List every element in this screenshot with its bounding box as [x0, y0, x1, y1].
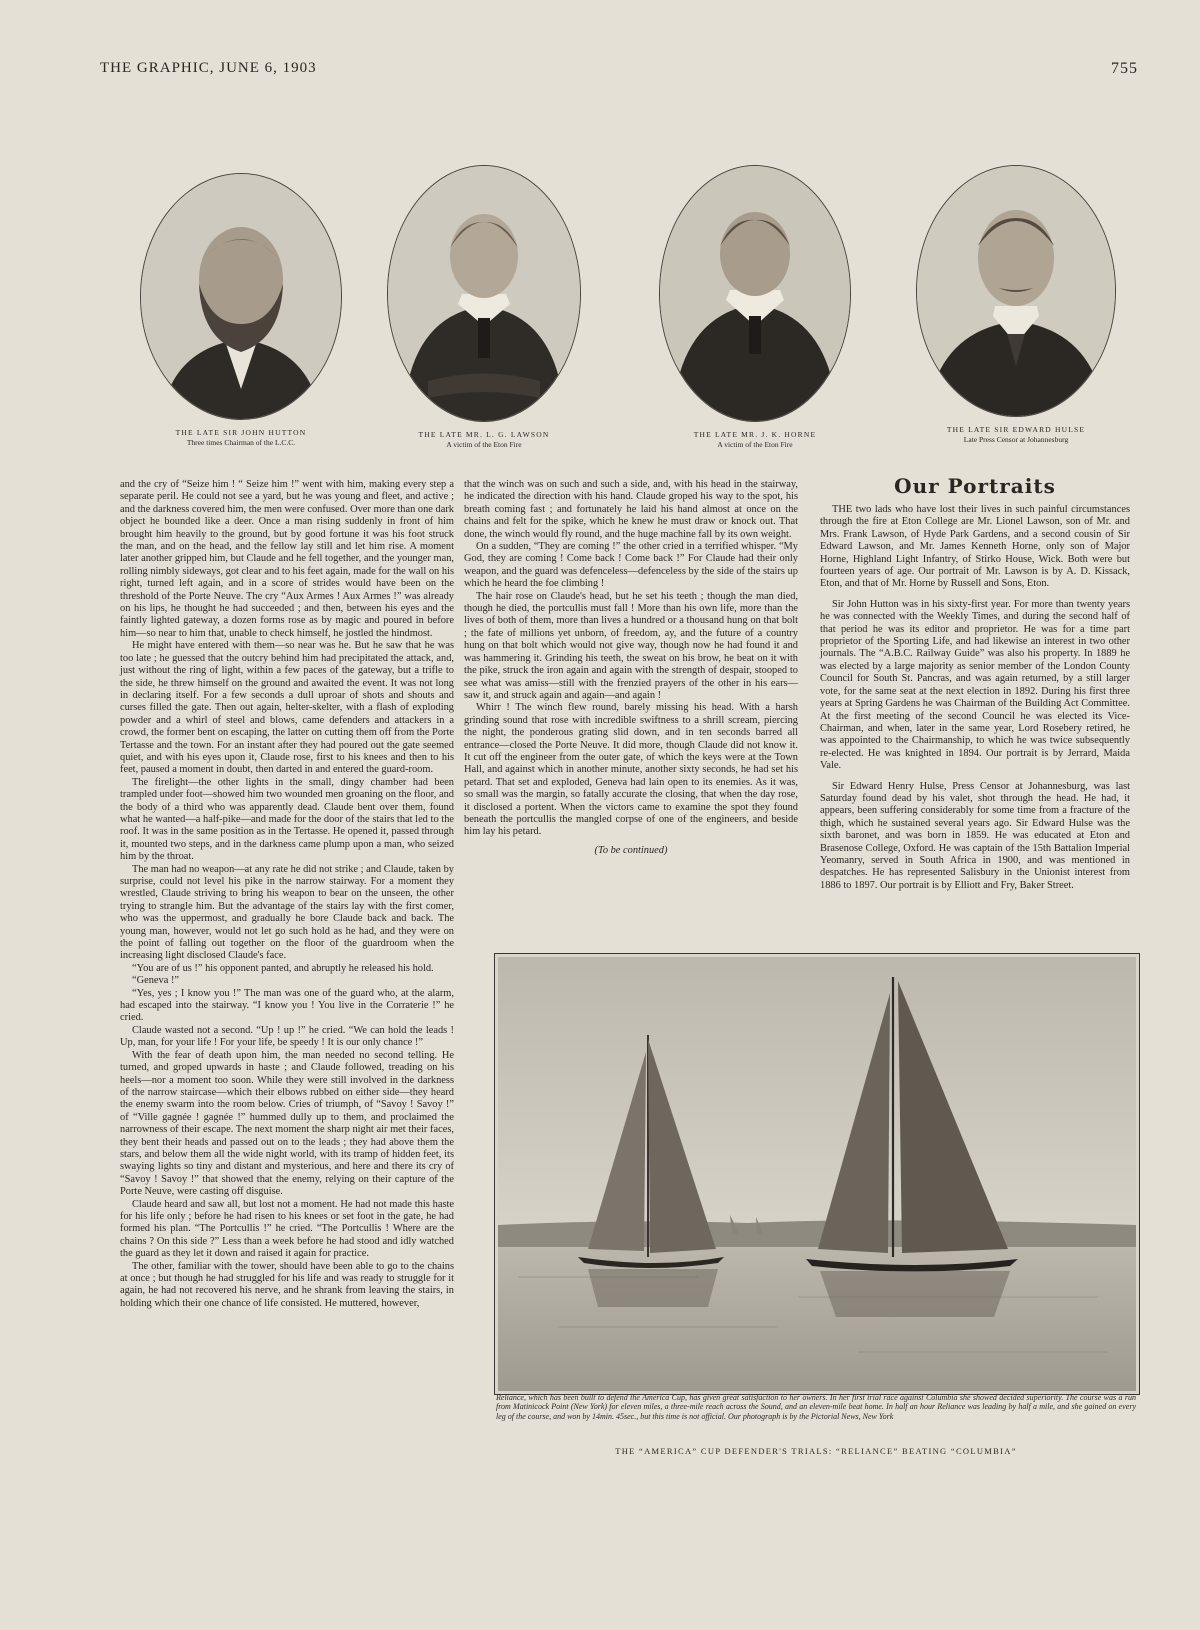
portrait-subtitle: Late Press Censor at Johannesburg [963, 435, 1069, 444]
to-be-continued: (To be continued) [594, 844, 668, 856]
our-portraits-column [820, 504, 1130, 892]
story-paragraph: The firelight—the other lights in the small, dingy chamber had been trampled under foot—showed him two wounded men groaning on the floor, and the body of a third who was apparently dead. Claude bent over them, found what he wanted—a half-pike—and made for the door of the stairs that led to the roof. It was in the same position as in the Tertasse. He opened it, passed through it, mounted two steps, and in the darkness came plump upon a man, who seized him by the throat. [120, 776, 454, 863]
story-paragraph: The hair rose on Claude's head, but he set his teeth ; though the man died, though he died, the portcullis must fall ! More than his own life, more than the lives of both of them, more than lives a hundred or a thousand hung on that bolt ; the fate of millions yet unborn, of freedom, ay, and the future of a country hung on that bolt which would not give way, though now he had found it and was hammering it. Grinding his teeth, the sweat on his brow, he beat on it with the pike, struck the iron again and again with the strength of despair, stooped to see what was amiss—still with the frenzied prayers of the other in his ears—saw it, and struck again and again—and again ! [464, 590, 798, 701]
photo-caption: Reliance, which has been built to defend the America Cup, has given great satisfaction to her owners. In her first trial race against Columbia she showed decided superiority. The course was a run from Matinicock Point (New York) for eleven miles, a three-mile reach across the Sound, and an eleven-mile beat home. In half an hour Reliance was leading by half a mile, and she gained on every leg of the course, and won by 14min. 45sec., but this time is not official. Our photograph is by the Pictorial News, New York [496, 1393, 1136, 1421]
portrait-name: THE LATE MR. L. G. LAWSON [418, 430, 550, 439]
masthead [100, 60, 1138, 82]
story-paragraph: and the cry of “Seize him ! “ Seize him !” went with him, making every step a separate peril. He could not see a yard, but he was young and fleet, and active ; and the darkness covered him, the men were confused. Over more than one dark object he bounded like a deer. Once a man rising suddenly in front of him brought him heavily to the ground, but by good fortune it was his foot struck the man, and on the head, and the fellow lay still and let him rise. A moment later another gripped him, but Claude and he fell together, and the younger man, rolling nimbly sideways, got clear and to his feet again, made for the wall on his right, turned left again, and in a score of strides would have been on the threshold of the Porte Neuve. The cry “Aux Armes ! Aux Armes !” was already on his lips, he thought he had succeeded ; and then, between his eyes and the faintly lighted gateway, a dozen forms rose as by magic and poured in before him—so near to him that, unable to check himself, he jostled the hindmost. [120, 479, 454, 639]
masthead-title: THE GRAPHIC, JUNE 6, 1903 [100, 60, 317, 76]
story-paragraph: Claude heard and saw all, but lost not a moment. He had not made this haste for his life only ; before he had risen to his knees or set foot in the gate, he had formed his plan. “The Portcullis !” he cried. “The Portcullis ! Where are the chains ? On this side ?” Less than a week before he had stood and idly watched the guard as they let it down and raised it again for practice. [120, 1198, 454, 1260]
portraits-paragraph: THE two lads who have lost their lives in such painful circumstances through the fire at Eton College are Mr. Lionel Lawson, son of Mr. and Mrs. Frank Lawson, of Hyde Park Gardens, and a second cousin of Sir Edward Lawson, and Mr. James Kenneth Horne, only son of Major Horne, Highland Light Infantry, of Stirko House, Wick. Both were but fourteen years of age. Our portrait of Mr. Lawson is by A. D. Kissack, Eton, and that of Mr. Horne by Russell and Sons, Eton. [820, 504, 1130, 590]
portraits-paragraph: Sir John Hutton was in his sixty-first year. For more than twenty years he was connected with the Weekly Times, and during the second half of that period he was its editor and proprietor. He was for a time part proprietor of the Sporting Life, and had likewise an interest in two other journals. The “A.B.C. Railway Guide” was also his property. In 1889 he was elected by a large majority as senior member of the London County Council for South St. Pancras, and was again returned, by a still larger vote, for the same seat at the next election in 1892. During his first three years at Spring Gardens he was Chairman of the Building Act Committee. At the first meeting of the second Council he was elected its Vice-Chairman, and when, later in the same year, Lord Rosebery retired, he was appointed to the Chairmanship, to which he was twice subsequently re-elected. He was knighted in 1894. Our portrait is by Jerrard, Maida Vale. [820, 598, 1130, 772]
story-paragraph: Whirr ! The winch flew round, barely missing his head. With a harsh grinding sound that rose with incredible swiftness to a shrill scream, piercing the night, the ponderous grating slid down, and in ten seconds barred all entrance—closed the Porte Neuve. It did more, though Claude did not know it. It cut off the engineer from the outer gate, of which the keys were at the Town Hall, and against which in another minute, another sixty seconds, he had set his petard. That set and exploded, Geneva had lain open to its enemies. As it was, so small was the margin, so fatally accurate the closing, that when the day rose, it disclosed a portent. When the victors came to examine the spot they found beneath the portcullis the mangled corpse of one of the engineers, and beside him lay his petard. [464, 702, 798, 838]
portrait-subtitle: Three times Chairman of the L.C.C. [186, 438, 296, 447]
portraits-paragraph: Sir Edward Henry Hulse, Press Censor at Johannesburg, was last Saturday found dead by his valet, shot through the head. He had, it appears, been suffering considerably for some time from a fracture of the thigh, which he sustained several years ago. Sir Edward Hulse was the sixth baronet, and was born in 1859. He was educated at Eton and Brasenose College, Oxford. He was captain of the 15th Battalion Imperial Yeomanry, served in South Africa in 1900, and was mentioned in despatches. He has represented Salisbury in the Unionist interest from 1886 to 1897. Our portrait is by Elliott and Fry, Baker Street. [820, 780, 1130, 891]
portrait-edward-hulse [914, 165, 1118, 444]
photo-title: THE “AMERICA” CUP DEFENDER'S TRIALS: “RELIANCE” BEATING “COLUMBIA” [615, 1446, 1017, 1456]
story-paragraph: “Yes, yes ; I know you !” The man was one of the guard who, at the alarm, had escaped into the stairway. “I know you ! You live in the Corraterie !” he cried. [120, 987, 454, 1024]
story-paragraph: “Geneva !” [132, 975, 180, 987]
portrait-subtitle: A victim of the Eton Fire [717, 440, 793, 449]
story-paragraph: With the fear of death upon him, the man needed no second telling. He turned, and groped upwards in haste ; and Claude followed, treading on his heels—nor a moment too soon. While they were still involved in the darkness of the narrow staircase—which their elbows rubbed on either side—they heard the enemy swarm into the room below. Cries of triumph, of “Savoy ! Savoy !” of “Ville gagnée ! gagnée !” hummed dully up to them, and proclaimed the narrowness of their escape. The next moment the sharp night air met their faces, they bent their heads and passed out on to the leads ; they had above them the stars, and below them all the wide night world, with its tramp of hidden feet, its swaying lights so tiny and distant and mysterious, and here and there its cry of “Savoy ! Savoy !” that showed that the enemy, relying on their capture of the Porte Neuve, were casting off disguise. [120, 1049, 454, 1198]
portrait-name: THE LATE MR. J. K. HORNE [693, 430, 817, 439]
story-paragraph: The man had no weapon—at any rate he did not strike ; and Claude, taken by surprise, could not level his pike in the narrow stairway. For a moment they wrestled, Claude striving to bring his weapon to bear on the unseen, the other trying to strangle him. But the advantage of the stairs lay with the first comer, who was the uppermost, and gradually he bore Claude back and back. The young man, however, would not let go such hold as he had, and they were on the point of falling out together on the floor of the guardroom when the increasing light disclosed Claude's face. [120, 863, 454, 962]
portrait-kenneth-horne [656, 165, 854, 449]
story-paragraph: He might have entered with them—so near was he. But he saw that he was too late ; he guessed that the outcry behind him had precipitated the attack, and, just without the ring of light, within a few paces of the gateway, but a trifle to the side, he threw himself on the ground and awaited the event. It was not long in declaring itself. For a few seconds a dull uproar of shots and shouts and curses filled the gate. Then out again, helter-skelter, with a flash of exploding powder and a whirl of steel and blows, came defenders and attackers in a crowd, the former bent on escaping, the latter on cutting them off from the Porte Tertasse and the town. For an instant after they had poured out the gate seemed quiet, and with his eyes upon it, Claude rose, first to his knees and then to his feet, paused a moment in doubt, then darted in and entered the guard-room. [120, 640, 454, 776]
story-paragraph: “You are of us !” his opponent panted, and abruptly he released his hold. [132, 962, 434, 974]
story-column-2 [464, 479, 798, 857]
page-number: 755 [1111, 60, 1138, 77]
portrait-photo [916, 165, 1116, 417]
story-paragraph: On a sudden, “They are coming !” the other cried in a terrified whisper. “My God, they are coming ! Come back ! Come back !” For Claude had their only weapon, and the guard was defenceless—defenceless by the side of the stairs up which he heard the foe climbing ! [464, 541, 798, 590]
portrait-photo [140, 173, 342, 420]
portrait-lionel-lawson [384, 165, 584, 449]
portrait-name: THE LATE SIR JOHN HUTTON [175, 428, 307, 437]
story-paragraph: Claude wasted not a second. “Up ! up !” he cried. “We can hold the leads ! Up, man, for your life ! For your life, be speedy ! It is our only chance !” [120, 1024, 454, 1049]
portrait-john-hutton [136, 173, 346, 447]
story-paragraph: The other, familiar with the tower, should have been able to go to the chains at once ; but though he had struggled for his life and was ready to struggle for it again, he had not recovered his nerve, and he shrank from leaving the stairs, in holding which their one chance of life consisted. He muttered, however, [120, 1260, 454, 1309]
portrait-subtitle: A victim of the Eton Fire [446, 440, 522, 449]
story-column-1 [120, 479, 454, 1310]
yacht-illustration [498, 957, 1136, 1391]
portrait-photo [659, 165, 851, 422]
our-portraits-heading: Our Portraits [894, 474, 1056, 498]
yacht-race-photo [494, 953, 1140, 1395]
portrait-name: THE LATE SIR EDWARD HULSE [946, 425, 1086, 434]
portrait-photo [387, 165, 581, 422]
story-paragraph: that the winch was on such and such a side, and, with his head in the stairway, he indicated the direction with his hand. Claude groped his way to the spot, his breath coming fast ; and fortunately he laid his hand almost at once on the chains and felt for the spike, which he knew he must draw or knock out. That done, the winch would fly round, and the huge machine fall by its own weight. [464, 479, 798, 540]
